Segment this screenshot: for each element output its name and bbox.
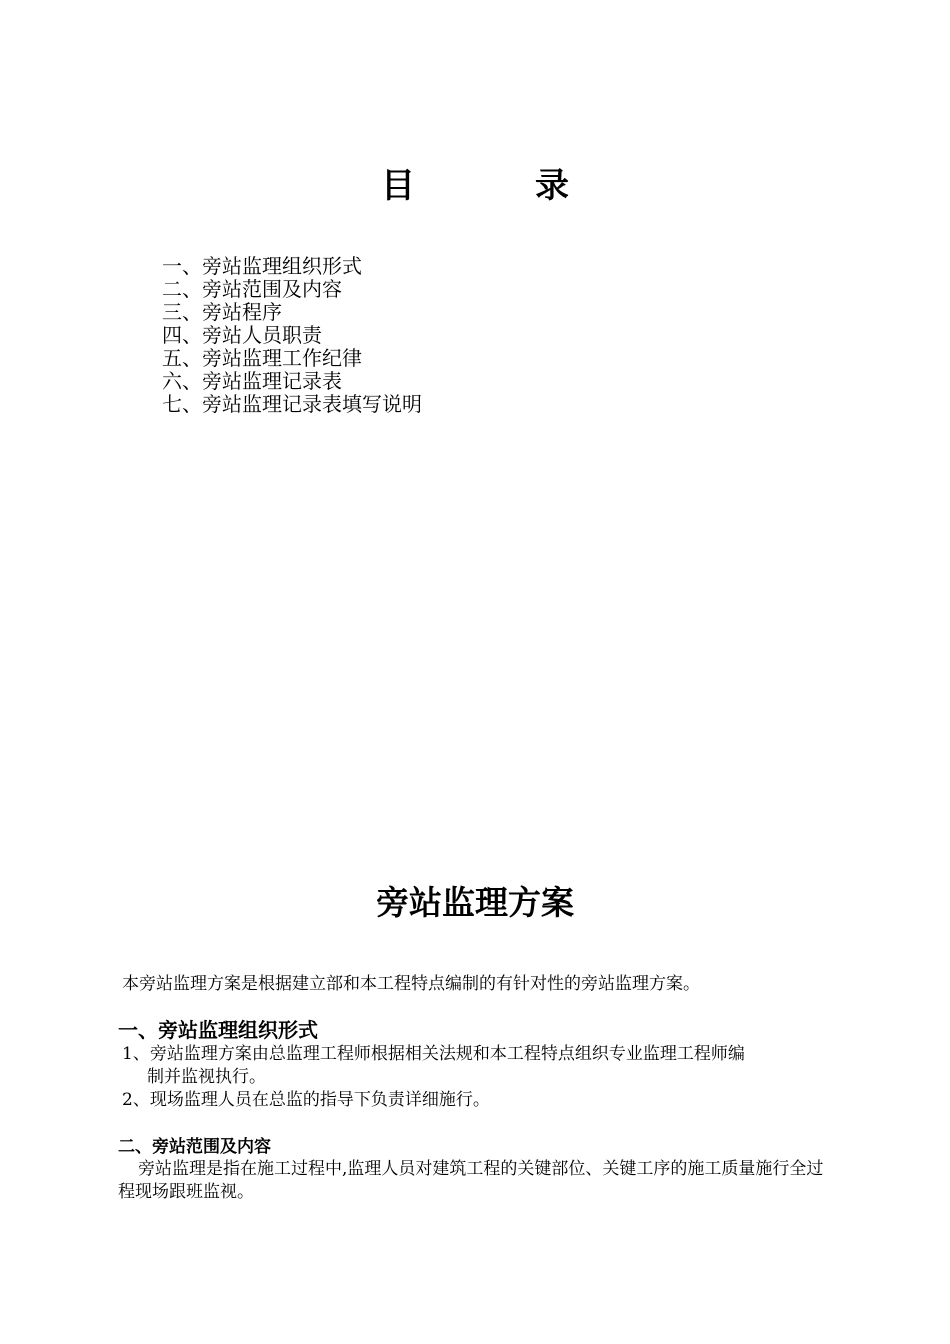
toc-title-left: 目: [381, 166, 415, 206]
toc-item: 六、旁站监理记录表: [162, 369, 342, 393]
toc-title: [0, 163, 950, 209]
section-2-paragraph: 旁站监理是指在施工过程中,监理人员对建筑工程的关键部位、关键工序的施工质量施行全过程现场跟班监视。: [118, 1159, 824, 1202]
toc-item: 四、旁站人员职责: [162, 323, 322, 347]
section-2-heading: 二、旁站范围及内容: [118, 1137, 271, 1157]
toc-list: [162, 255, 422, 416]
intro-paragraph: 本旁站监理方案是根据建立部和本工程特点编制的有针对性的旁站监理方案。: [122, 974, 700, 994]
toc-title-right: 录: [535, 166, 569, 206]
item-text: 现场监理人员在总监的指导下负责详细施行。: [149, 1090, 490, 1110]
toc-item: 七、旁站监理记录表填写说明: [162, 392, 422, 416]
item-number: 2、: [122, 1090, 150, 1110]
section-1-heading: 一、旁站监理组织形式: [118, 1018, 318, 1042]
document-title: 旁站监理方案: [376, 883, 574, 922]
section-1-item-2: [122, 1089, 842, 1112]
item-number: 1、: [122, 1044, 150, 1064]
toc-item: 三、旁站程序: [162, 300, 282, 324]
toc-item: 二、旁站范围及内容: [162, 277, 342, 301]
item-text-continuation: 制并监视执行。: [147, 1067, 266, 1087]
item-text: 旁站监理方案由总监理工程师根据相关法规和本工程特点组织专业监理工程师编: [149, 1044, 745, 1064]
toc-item: 一、旁站监理组织形式: [162, 254, 362, 278]
toc-item: 五、旁站监理工作纪律: [162, 346, 362, 370]
section-1-item-1: [122, 1043, 842, 1089]
